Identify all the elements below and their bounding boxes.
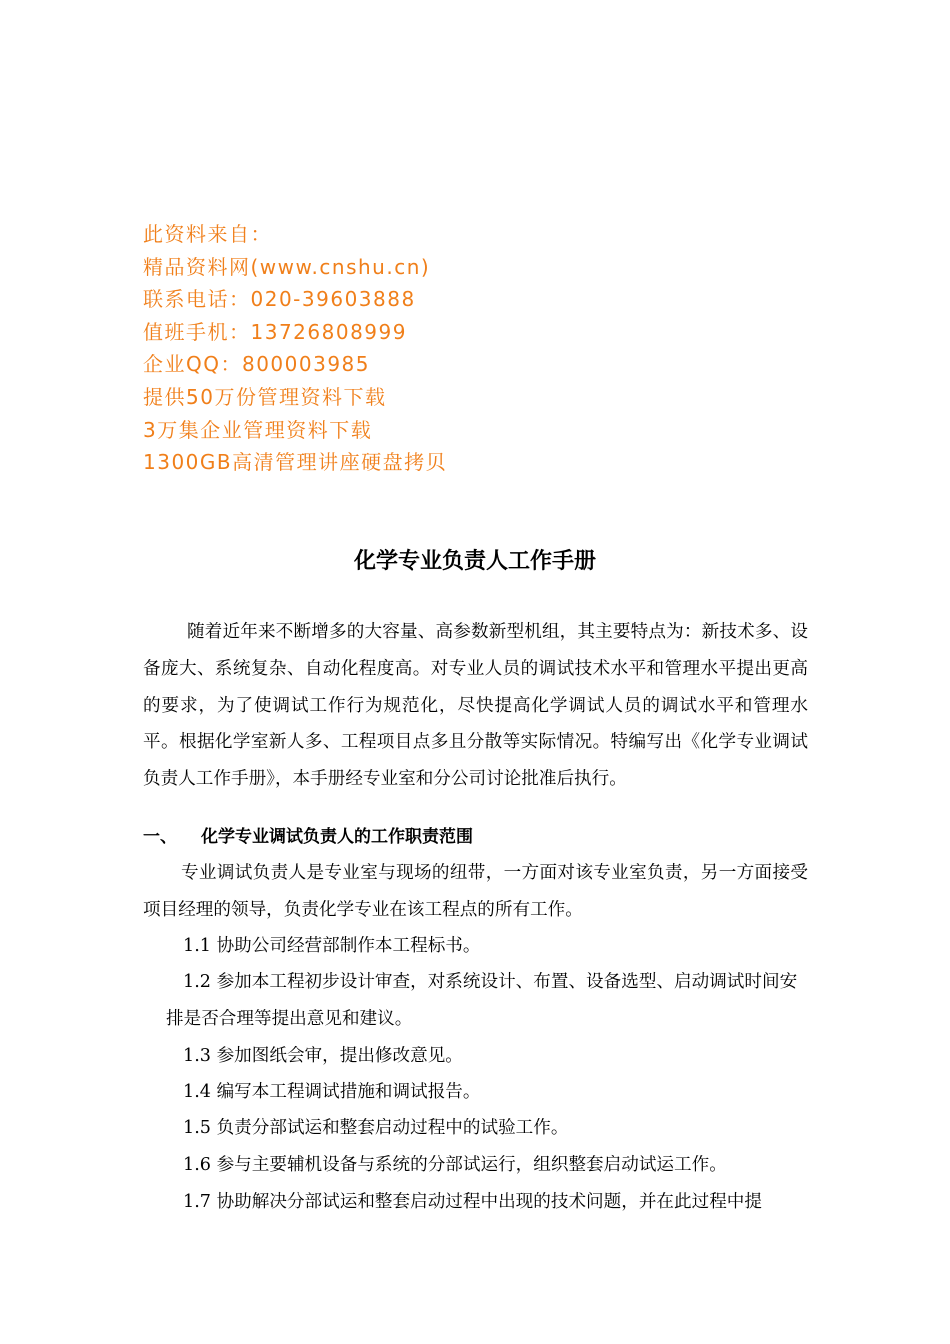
list-item: 1.4 编写本工程调试措施和调试报告。 xyxy=(183,1082,481,1102)
list-item: 1.6 参与主要辅机设备与系统的分部试运行，组织整套启动试运工作。 xyxy=(183,1155,727,1175)
section-heading xyxy=(143,820,473,854)
section-paragraph: 专业调试负责人是专业室与现场的纽带，一方面对该专业室负责，另一方面接受项目经理的领导，负责化学专业在该工程点的所有工作。 xyxy=(143,863,808,920)
source-info-block xyxy=(143,218,447,479)
source-line: 此资料来自： xyxy=(143,222,272,246)
intro-paragraph: 随着近年来不断增多的大容量、高参数新型机组，其主要特点为：新技术多、设备庞大、系统复杂、自动化程度高。对专业人员的调试技术水平和管理水平提出更高的要求，为了使调试工作行为规范化，尽快提高化学调试人员的调试水平和管理水平。根据化学室新人多、工程项目点多且分散等实际情况。特编写出《化学专业调试负责人工作手册》，本手册经专业室和分公司讨论批准后执行。 xyxy=(143,622,808,790)
offer-line-2: 3万集企业管理资料下载 xyxy=(143,417,373,442)
qq-line: 企业QQ：800003985 xyxy=(143,352,371,377)
list-item: 1.2 参加本工程初步设计审查，对系统设计、布置、设备选型、启动调试时间安排是否合理等提出意见和建议。 xyxy=(166,972,798,1029)
section-title: 化学专业调试负责人的工作职责范围 xyxy=(201,827,473,847)
document-title: 化学专业负责人工作手册 xyxy=(353,549,596,574)
list-item: 1.5 负责分部试运和整套启动过程中的试验工作。 xyxy=(183,1118,569,1138)
offer-line-3: 1300GB高清管理讲座硬盘拷贝 xyxy=(143,450,448,475)
website-line: 精品资料网(www.cnshu.cn) xyxy=(143,254,431,279)
list-item: 1.3 参加图纸会审，提出修改意见。 xyxy=(183,1046,463,1066)
list-item: 1.1 协助公司经营部制作本工程标书。 xyxy=(183,936,481,956)
mobile-line: 值班手机：13726808999 xyxy=(143,319,407,344)
list-item: 1.7 协助解决分部试运和整套启动过程中出现的技术问题，并在此过程中提 xyxy=(183,1192,762,1212)
section-number: 一、 xyxy=(143,827,177,847)
phone-line: 联系电话：020-39603888 xyxy=(143,287,416,312)
offer-line-1: 提供50万份管理资料下载 xyxy=(143,384,387,409)
